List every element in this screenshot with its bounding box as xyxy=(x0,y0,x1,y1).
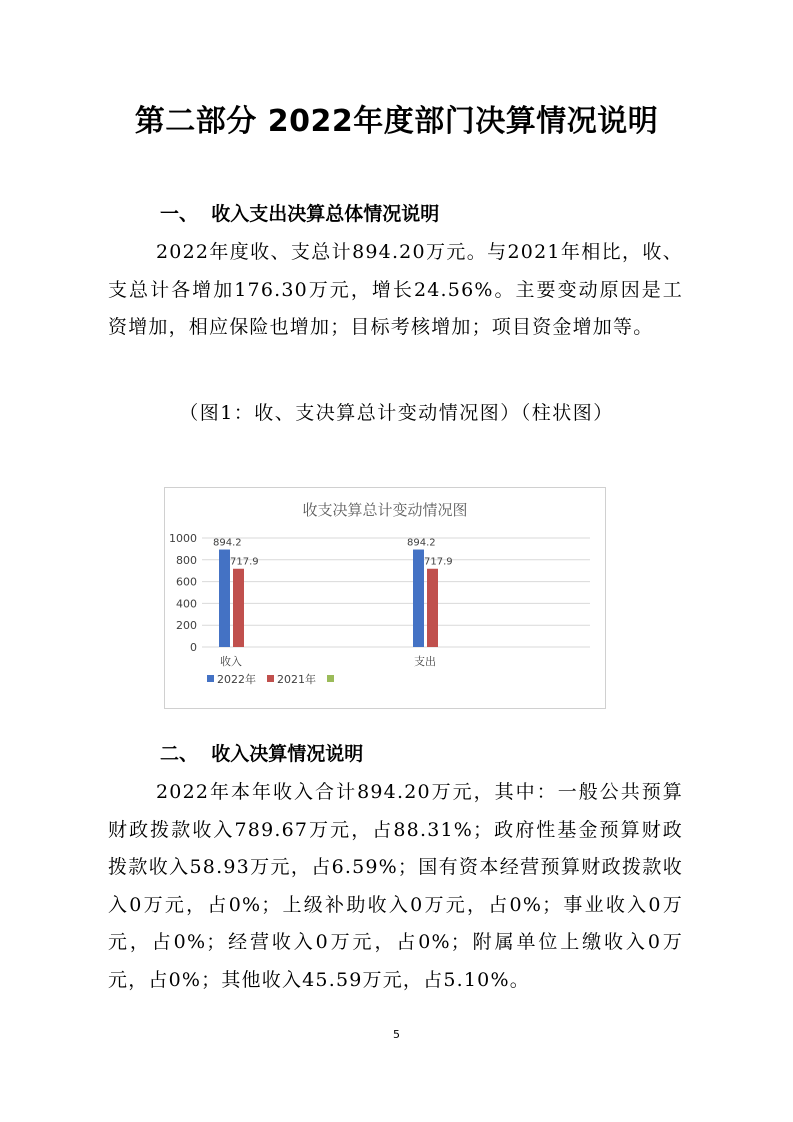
x-tick-label: 支出 xyxy=(414,655,436,668)
data-label: 717.9 xyxy=(230,556,259,568)
legend-swatch xyxy=(267,675,274,682)
legend-label: 2021年 xyxy=(277,673,316,686)
section2-paragraph xyxy=(108,774,683,999)
y-tick-label: 200 xyxy=(176,619,197,633)
y-tick-label: 400 xyxy=(176,597,197,611)
chart-legend xyxy=(207,672,334,686)
figure-caption: （图1：收、支决算总计变动情况图）（柱状图） xyxy=(179,402,614,424)
chart-svg xyxy=(165,488,605,708)
section1-paragraph xyxy=(108,234,683,347)
bar-2021 xyxy=(233,569,244,647)
section1-paragraph-text: 2022年度收、支总计894.20万元。与2021年相比，收、支总计各增加176.30万元，增长24.56%。主要变动原因是工资增加，相应保险也增加；目标考核增加；项目资金增加等。 xyxy=(108,241,683,338)
section2-paragraph-text: 2022年本年收入合计894.20万元，其中：一般公共预算财政拨款收入789.67万元，占88.31%；政府性基金预算财政拨款收入58.93万元，占6.59%；国有资本经营预算财政拨款收入0万元，占0%；上级补助收入0万元，占0%；事业收入0万元，占0%；经营收入0万元，占0%；附属单位上缴收入0万元，占0%；其他收入45.59万元，占5.10%。 xyxy=(108,781,683,991)
chart-y-ticks xyxy=(169,532,197,654)
legend-label: 2022年 xyxy=(217,673,256,686)
y-tick-label: 1000 xyxy=(169,532,197,545)
bar-2022 xyxy=(413,550,424,647)
data-label: 894.2 xyxy=(213,537,242,549)
legend-swatch xyxy=(207,675,214,682)
bar-2022 xyxy=(219,550,230,647)
chart-x-ticks xyxy=(220,654,436,668)
bar-2021 xyxy=(427,569,438,647)
x-tick-label: 收入 xyxy=(220,655,242,668)
data-label: 717.9 xyxy=(424,556,453,568)
chart-title: 收支决算总计变动情况图 xyxy=(302,501,468,519)
y-tick-label: 600 xyxy=(176,575,197,589)
section2-heading: 二、 收入决算情况说明 xyxy=(160,743,364,765)
chart-gridlines xyxy=(202,538,590,647)
page-number: 5 xyxy=(393,1028,400,1041)
page-title: 第二部分 2022年度部门决算情况说明 xyxy=(134,104,659,139)
y-tick-label: 0 xyxy=(190,641,197,654)
income-expense-chart xyxy=(164,487,606,709)
section1-heading: 一、 收入支出决算总体情况说明 xyxy=(160,203,440,225)
y-tick-label: 800 xyxy=(176,553,197,567)
data-label: 894.2 xyxy=(407,537,436,549)
legend-swatch xyxy=(327,675,334,682)
